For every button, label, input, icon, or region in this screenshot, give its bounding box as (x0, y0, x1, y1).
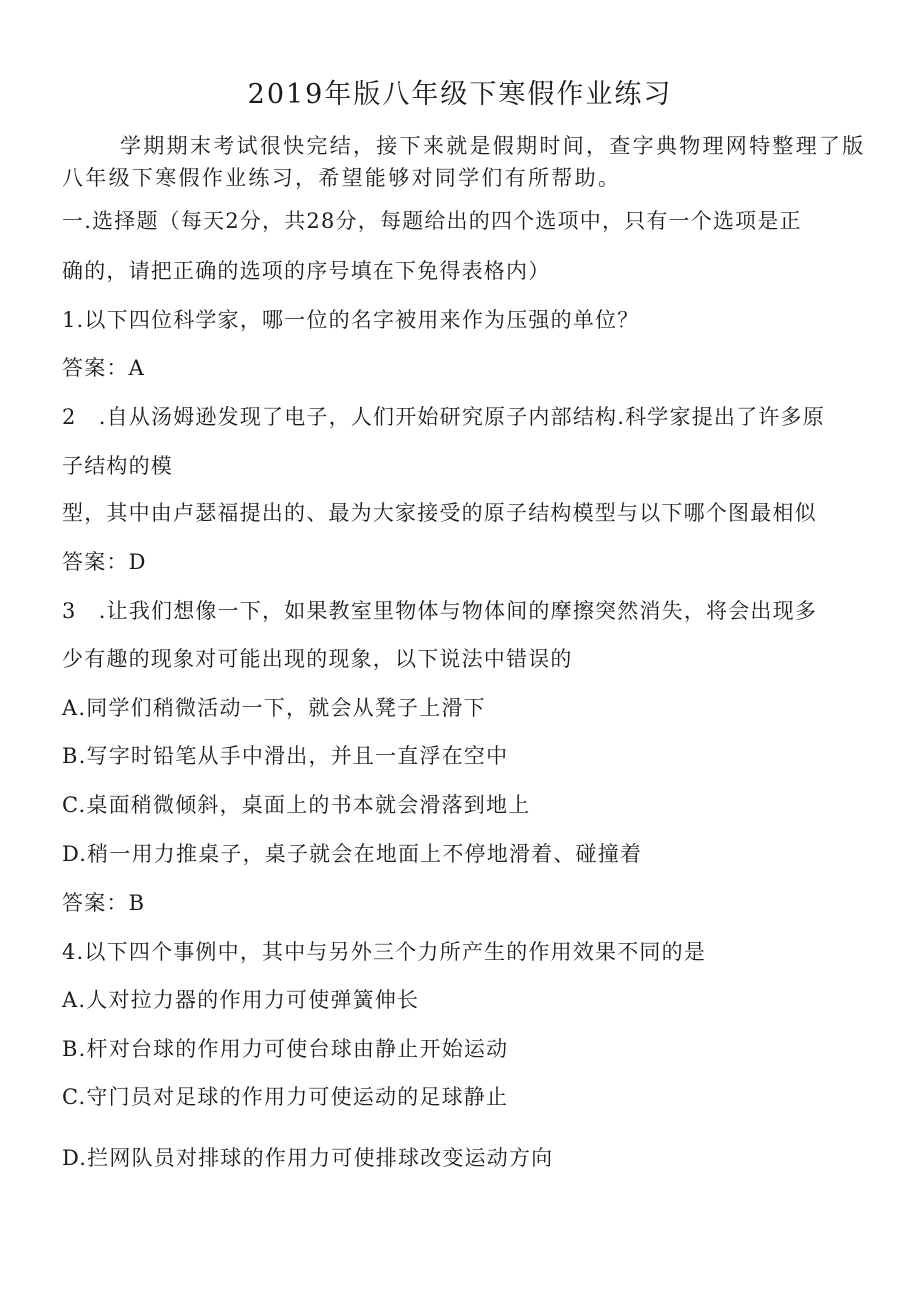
question-1-answer: 答案：A (62, 356, 145, 380)
question-4-option-c: C.守门员对足球的作用力可使运动的足球静止 (62, 1085, 509, 1109)
question-2-stem-line-2: 子结构的模 (62, 454, 173, 478)
question-4-stem: 4.以下四个事例中，其中与另外三个力所产生的作用效果不同的是 (62, 940, 707, 964)
question-3-option-d: D.稍一用力推桌子，桌子就会在地面上不停地滑着、碰撞着 (62, 842, 643, 866)
question-3-option-a: A.同学们稍微活动一下，就会从凳子上滑下 (62, 696, 486, 720)
question-3-stem-line-2: 少有趣的现象对可能出现的现象，以下说法中错误的 (62, 647, 573, 671)
intro-line-2: 八年级下寒假作业练习，希望能够对同学们有所帮助。 (62, 166, 622, 190)
section-heading-line-1: 一.选择题（每天2分，共28分，每题给出的四个选项中，只有一个选项是正 (62, 209, 802, 233)
document-title: 2019年版八年级下寒假作业练习 (247, 79, 673, 110)
question-3-stem-line-1: 3 .让我们想像一下，如果教室里物体与物体间的摩擦突然消失，将会出现多 (62, 599, 818, 623)
question-3-option-c: C.桌面稍微倾斜，桌面上的书本就会滑落到地上 (62, 793, 531, 817)
question-2-answer: 答案：D (62, 550, 147, 574)
section-heading-line-2: 确的，请把正确的选项的序号填在下免得表格内） (62, 259, 551, 283)
question-1-stem: 1.以下四位科学家，哪一位的名字被用来作为压强的单位？ (62, 308, 640, 332)
question-4-option-d: D.拦网队员对排球的作用力可使排球改变运动方向 (62, 1146, 554, 1170)
intro-line-1: 学期期末考试很快完结，接下来就是假期时间，查字典物理网特整理了版 (120, 134, 866, 158)
question-4-option-a: A.人对拉力器的作用力可使弹簧伸长 (62, 988, 420, 1012)
question-2-stem-line-1: 2 .自从汤姆逊发现了电子，人们开始研究原子内部结构.科学家提出了许多原 (62, 405, 825, 429)
question-4-option-b: B.杆对台球的作用力可使台球由静止开始运动 (62, 1037, 509, 1061)
question-3-answer: 答案：B (62, 891, 146, 915)
question-2-stem-line-3: 型，其中由卢瑟福提出的、最为大家接受的原子结构模型与以下哪个图最相似 (62, 501, 817, 525)
question-3-option-b: B.写字时铅笔从手中滑出，并且一直浮在空中 (62, 744, 509, 768)
